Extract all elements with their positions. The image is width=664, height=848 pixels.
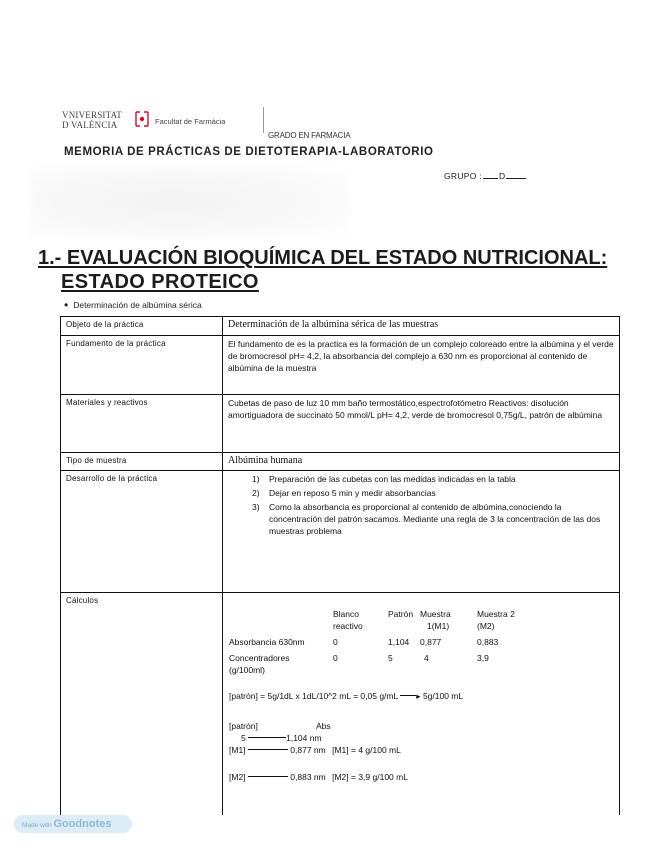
col-blanco: Blanco <box>333 609 359 619</box>
university-logo <box>62 107 267 135</box>
tipo-value: Albúmina humana <box>223 453 620 471</box>
table-row <box>61 453 620 471</box>
materiales-label: Materiales y reactivos <box>61 395 223 453</box>
group-blank-2 <box>506 178 526 179</box>
section-title-line2: ESTADO PROTEICO <box>61 271 259 293</box>
rule-m2-abs: 0,883 nm <box>290 772 326 782</box>
rule-abs: Abs <box>316 721 331 731</box>
list-item <box>252 487 614 499</box>
rule-m2-result: [M2] = 3,9 g/100 mL <box>332 772 408 782</box>
university-name <box>62 110 122 130</box>
col-m1: Muestra <box>420 609 451 619</box>
university-name-line2: D VALÈNCIA <box>62 120 118 130</box>
col-patron: Patrón <box>388 609 414 619</box>
line-icon <box>248 749 288 750</box>
group-blank <box>483 178 498 179</box>
table-row <box>61 317 620 336</box>
rule-5-row <box>241 732 322 744</box>
rule-m1: [M1] <box>229 745 246 755</box>
line-icon <box>248 737 286 738</box>
section-title-line1: 1.- EVALUACIÓN BIOQUÍMICA DEL ESTADO NUTRICIONAL: <box>38 247 608 269</box>
section-subtitle-text: Determinación de albúmina sérica <box>73 300 202 310</box>
conc-blanco: 0 <box>333 653 338 663</box>
table-row <box>61 471 620 593</box>
rule-patron: [patrón] <box>229 721 258 731</box>
list-item <box>252 501 614 537</box>
tipo-label: Tipo de muestra <box>61 453 223 471</box>
line-icon <box>248 776 288 777</box>
calculations <box>223 593 619 809</box>
step-text: Dejar en reposo 5 min y medir absorbancias <box>269 488 436 498</box>
table-row <box>61 336 620 395</box>
abs-m2: 0,883 <box>477 637 499 647</box>
step-number: 2) <box>252 488 260 498</box>
bullet-icon: • <box>64 298 69 312</box>
section-title <box>38 246 607 294</box>
desarrollo-label: Desarrollo de la práctica <box>61 471 223 593</box>
table-row <box>61 395 620 453</box>
conc-m1: 4 <box>424 653 429 663</box>
university-name-line1: VNIVERSITAT <box>62 110 122 120</box>
section-subtitle <box>64 298 202 312</box>
desarrollo-value <box>223 471 620 593</box>
goodnotes-watermark[interactable] <box>14 815 132 833</box>
patron-equation-right: 5g/100 mL <box>422 691 464 701</box>
conc-m2: 3,9 <box>477 653 489 663</box>
patron-equation: [patrón] = 5g/1dL x 1dL/10^2 mL = 0,05 g/mL ▸ 5g/100 mL <box>229 691 464 701</box>
rule-m2: [M2] <box>229 772 246 782</box>
col-blanco-2: reactivo <box>333 621 363 631</box>
rule-m2-row <box>229 771 408 783</box>
step-number: 1) <box>252 474 260 484</box>
col-m2: Muestra 2 <box>477 609 515 619</box>
calculos-label: Cálculos <box>61 593 223 815</box>
patron-equation-left: [patrón] = 5g/1dL x 1dL/10^2 mL = 0,05 g/mL <box>229 691 398 701</box>
group-label: GRUPO : <box>444 171 482 181</box>
row-concentracion-unit: (g/100ml) <box>229 665 265 675</box>
abs-patron: 1,104 <box>388 637 410 647</box>
practice-table <box>60 316 620 815</box>
degree-label: GRADO EN FARMACIA <box>268 131 351 140</box>
steps-list <box>228 473 614 537</box>
logo-divider <box>263 107 264 133</box>
step-text: Como la absorbancia es proporcional al contenido de albúmina,conociendo la concentración del patrón sacamos. Mediante una regla de 3 la concentración de las dos muestras problema <box>269 502 601 536</box>
arrow-icon <box>400 695 416 696</box>
step-number: 3) <box>252 502 260 512</box>
rule-m1-abs: 0,877 nm <box>290 745 326 755</box>
faculty-name: Facultat de Farmàcia <box>155 117 226 126</box>
university-emblem-icon <box>133 110 151 128</box>
calculos-value <box>223 593 620 815</box>
row-concentracion-label: Concentradores <box>229 653 290 663</box>
group-field <box>444 171 527 181</box>
rule-1104: 1,104 nm <box>286 733 322 743</box>
materiales-value: Cubetas de paso de luz 10 mm baño termostático,espectrofotómetro Reactivos: disolución amortiguadora de succinato 50 mmol/L pH= 4,2, verde de bromocresol 0,75g/L, patrón de albúmina <box>223 395 620 453</box>
list-item <box>252 473 614 485</box>
objeto-value: Determinación de la albúmina sérica de las muestras <box>223 317 620 336</box>
watermark-brand: Goodnotes <box>53 818 112 830</box>
step-text: Preparación de las cubetas con las medidas indicadas en la tabla <box>269 474 516 484</box>
rule-5: 5 <box>241 733 246 743</box>
col-m2-b: (M2) <box>477 621 495 631</box>
fundamento-value: El fundamento de es la practica es la formación de un complejo coloreado entre la albúmina y el verde de bromocresol pH= 4,2, la absorbancia del complejo a 630 nm es proporcional al contenido de albúmina de la muestra <box>223 336 620 395</box>
fundamento-label: Fundamento de la práctica <box>61 336 223 395</box>
group-value: D <box>499 171 506 181</box>
row-absorbancia-label: Absorbancia 630nm <box>229 637 305 647</box>
redacted-area <box>30 166 350 238</box>
document-title: MEMORIA DE PRÁCTICAS DE DIETOTERAPIA-LABORATORIO <box>64 146 434 158</box>
table-row <box>61 593 620 815</box>
conc-patron: 5 <box>388 653 393 663</box>
col-m1-b: 1(M1) <box>427 621 450 631</box>
abs-m1: 0,877 <box>420 637 442 647</box>
abs-blanco: 0 <box>333 637 338 647</box>
rule-m1-row <box>229 744 401 756</box>
rule-m1-result: [M1] = 4 g/100 mL <box>332 745 401 755</box>
objeto-label: Objeto de la práctica <box>61 317 223 336</box>
watermark-prefix: Made with <box>22 822 52 829</box>
